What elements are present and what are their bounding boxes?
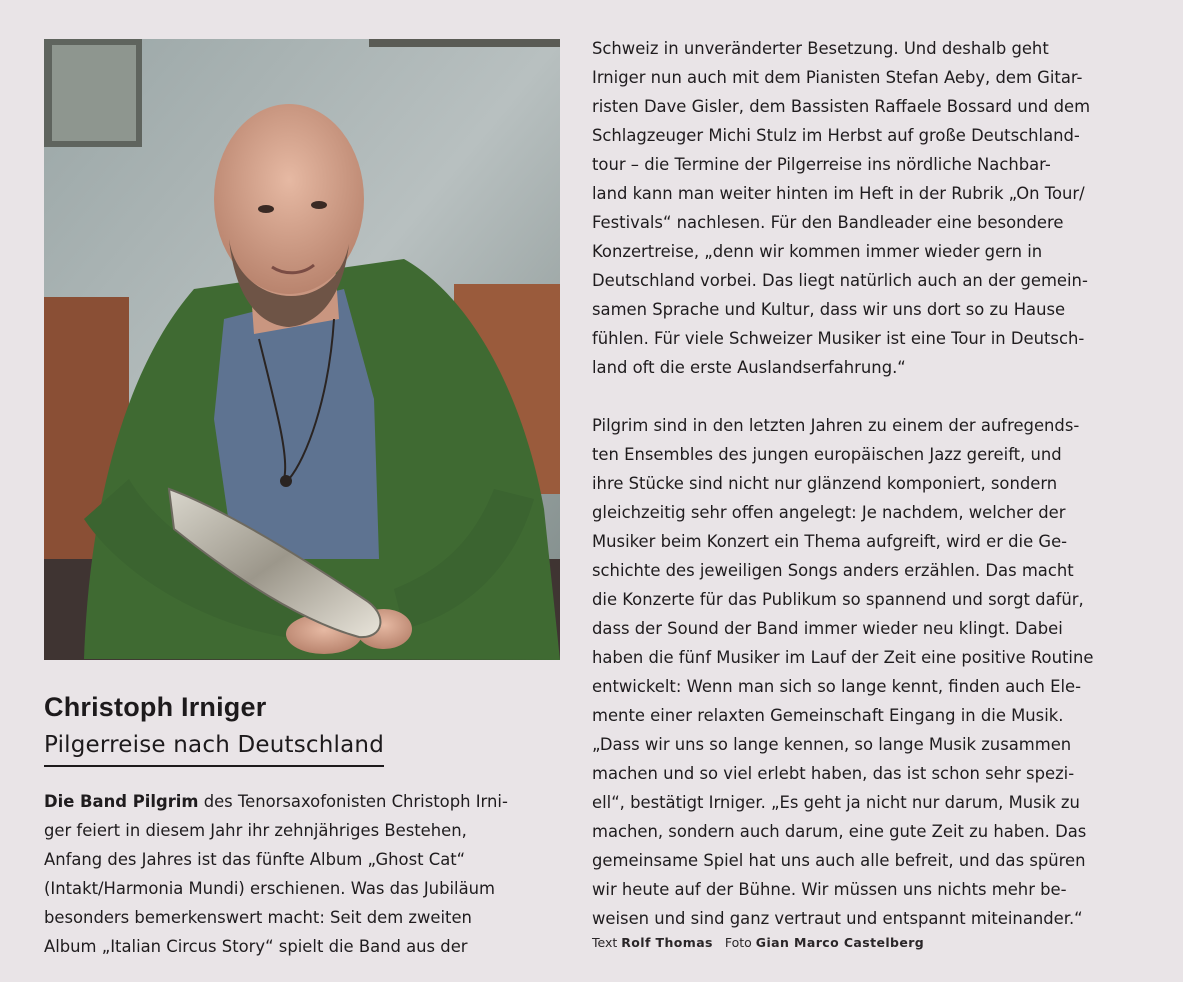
body-line: ihre Stücke sind nicht nur glänzend komponiert, sondern bbox=[592, 474, 1058, 493]
body-line: machen und so viel erlebt haben, das ist schon sehr spezi- bbox=[592, 764, 1075, 783]
body-line: „Dass wir uns so lange kennen, so lange Musik zusammen bbox=[592, 735, 1072, 754]
lead-bold: Die Band Pilgrim bbox=[44, 792, 199, 811]
paragraph-gap bbox=[592, 382, 1152, 411]
body-line: ten Ensembles des jungen europäischen Jazz gereift, und bbox=[592, 445, 1062, 464]
paragraph-1 bbox=[592, 34, 1152, 382]
body-line: gleichzeitig sehr offen angelegt: Je nachdem, welcher der bbox=[592, 503, 1066, 522]
body-line: Musiker beim Konzert ein Thema aufgreift, wird er die Ge- bbox=[592, 532, 1068, 551]
credit-photo-author: Gian Marco Castelberg bbox=[755, 935, 925, 950]
body-line: Schlagzeuger Michi Stulz im Herbst auf große Deutschland- bbox=[592, 126, 1080, 145]
body-line: Album „Italian Circus Story“ spielt die Band aus der bbox=[44, 937, 468, 956]
portrait-photo-illustration bbox=[44, 39, 560, 660]
body-line: risten Dave Gisler, dem Bassisten Raffaele Bossard und dem bbox=[592, 97, 1091, 116]
body-line: dass der Sound der Band immer wieder neu klingt. Dabei bbox=[592, 619, 1063, 638]
paragraph-2 bbox=[592, 411, 1152, 933]
body-line: die Konzerte für das Publikum so spannend und sorgt dafür, bbox=[592, 590, 1084, 609]
article-credits bbox=[592, 932, 924, 954]
article-subhead: Pilgerreise nach Deutschland bbox=[44, 732, 385, 758]
body-line: ger feiert in diesem Jahr ihr zehnjähriges Bestehen, bbox=[44, 821, 467, 840]
body-line: entwickelt: Wenn man sich so lange kennt, finden auch Ele- bbox=[592, 677, 1082, 696]
credit-text-author: Rolf Thomas bbox=[621, 935, 713, 950]
body-line: (Intakt/Harmonia Mundi) erschienen. Was das Jubiläum bbox=[44, 879, 495, 898]
body-line: weisen und sind ganz vertraut und entspannt miteinander.“ bbox=[592, 909, 1083, 928]
body-line: mente einer relaxten Gemeinschaft Eingang in die Musik. bbox=[592, 706, 1064, 725]
body-line: Schweiz in unveränderter Besetzung. Und deshalb geht bbox=[592, 39, 1049, 58]
body-line bbox=[44, 787, 564, 816]
body-line: land oft die erste Auslandserfahrung.“ bbox=[592, 358, 906, 377]
article-subhead-underline bbox=[44, 728, 384, 767]
body-line: haben die fünf Musiker im Lauf der Zeit eine positive Routine bbox=[592, 648, 1094, 667]
body-line: samen Sprache und Kultur, dass wir uns dort so zu Hause bbox=[592, 300, 1066, 319]
body-line: Festivals“ nachlesen. Für den Bandleader eine besondere bbox=[592, 213, 1064, 232]
credit-photo-label: Foto bbox=[724, 935, 752, 950]
body-line: Anfang des Jahres ist das fünfte Album „Ghost Cat“ bbox=[44, 850, 466, 869]
body-line: besonders bemerkenswert macht: Seit dem zweiten bbox=[44, 908, 472, 927]
body-line: Deutschland vorbei. Das liegt natürlich auch an der gemein- bbox=[592, 271, 1088, 290]
body-line: wir heute auf der Bühne. Wir müssen uns nichts mehr be- bbox=[592, 880, 1067, 899]
body-line: land kann man weiter hinten im Heft in der Rubrik „On Tour/ bbox=[592, 184, 1085, 203]
body-line: gemeinsame Spiel hat uns auch alle befreit, und das spüren bbox=[592, 851, 1086, 870]
body-line: machen, sondern auch darum, eine gute Zeit zu haben. Das bbox=[592, 822, 1087, 841]
credit-text-label: Text bbox=[592, 935, 618, 950]
body-line: Konzertreise, „denn wir kommen immer wieder gern in bbox=[592, 242, 1043, 261]
body-line: Pilgrim sind in den letzten Jahren zu einem der aufregends- bbox=[592, 416, 1080, 435]
portrait-photo bbox=[44, 39, 560, 660]
body-line: schichte des jeweiligen Songs anders erzählen. Das macht bbox=[592, 561, 1074, 580]
article-headline: Christoph Irniger bbox=[44, 692, 267, 722]
body-line: Irniger nun auch mit dem Pianisten Stefan Aeby, dem Gitar- bbox=[592, 68, 1083, 87]
body-line: fühlen. Für viele Schweizer Musiker ist eine Tour in Deutsch- bbox=[592, 329, 1085, 348]
body-line-text: des Tenorsaxofonisten Christoph Irni- bbox=[198, 792, 508, 811]
body-line: tour – die Termine der Pilgerreise ins nördliche Nachbar- bbox=[592, 155, 1051, 174]
article-column-right bbox=[592, 34, 1152, 933]
body-line: ell“, bestätigt Irniger. „Es geht ja nicht nur darum, Musik zu bbox=[592, 793, 1080, 812]
article-column-left bbox=[44, 787, 564, 961]
